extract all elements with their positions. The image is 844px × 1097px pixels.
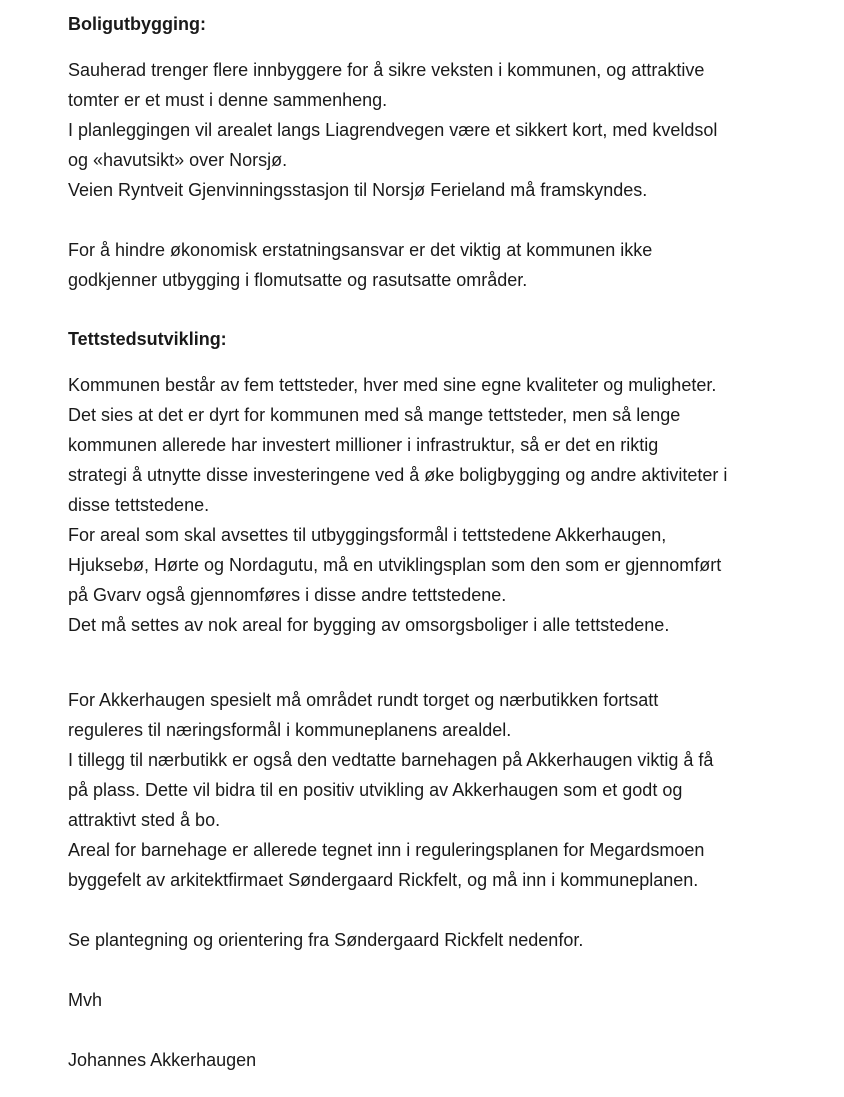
section-heading-tettstedsutvikling: Tettstedsutvikling:: [68, 329, 227, 349]
section-heading-boligutbygging: Boligutbygging:: [68, 14, 206, 34]
paragraph-see-drawing: Se plantegning og orientering fra Søndergaard Rickfelt nedenfor.: [68, 930, 584, 950]
text-line: Veien Ryntveit Gjenvinningsstasjon til Norsjø Ferieland må framskyndes.: [68, 180, 648, 200]
text-line: disse tettstedene.: [68, 495, 210, 515]
text-line: attraktivt sted å bo.: [68, 810, 221, 830]
text-line: Kommunen består av fem tettsteder, hver med sine egne kvaliteter og muligheter.: [68, 375, 717, 395]
text-line: på Gvarv også gjennomføres i disse andre tettstedene.: [68, 585, 507, 605]
text-line: Det må settes av nok areal for bygging av omsorgsboliger i alle tettstedene.: [68, 615, 670, 635]
text-line: Hjuksebø, Hørte og Nordagutu, må en utviklingsplan som den som er gjennomført: [68, 555, 722, 575]
text-line: og «havutsikt» over Norsjø.: [68, 150, 288, 170]
text-line: Areal for barnehage er allerede tegnet inn i reguleringsplanen for Megardsmoen: [68, 840, 705, 860]
text-line: I planleggingen vil arealet langs Liagrendvegen være et sikkert kort, med kveldsol: [68, 120, 718, 140]
text-line: kommunen allerede har investert millioner i infrastruktur, så er det en riktig: [68, 435, 659, 455]
text-line: på plass. Dette vil bidra til en positiv utvikling av Akkerhaugen som et godt og: [68, 780, 683, 800]
signature: Johannes Akkerhaugen: [68, 1050, 257, 1070]
text-line: For å hindre økonomisk erstatningsansvar er det viktig at kommunen ikke: [68, 240, 653, 260]
text-line: reguleres til næringsformål i kommuneplanens arealdel.: [68, 720, 512, 740]
text-line: strategi å utnytte disse investeringene ved å øke boligbygging og andre aktiviteter i: [68, 465, 728, 485]
text-line: I tillegg til nærbutikk er også den vedtatte barnehagen på Akkerhaugen viktig å få: [68, 750, 714, 770]
text-line: tomter er et must i denne sammenheng.: [68, 90, 388, 110]
text-line: Det sies at det er dyrt for kommunen med så mange tettsteder, men så lenge: [68, 405, 681, 425]
text-line: godkjenner utbygging i flomutsatte og rasutsatte områder.: [68, 270, 528, 290]
text-line: byggefelt av arkitektfirmaet Søndergaard Rickfelt, og må inn i kommuneplanen.: [68, 870, 699, 890]
text-line: Sauherad trenger flere innbyggere for å sikre veksten i kommunen, og attraktive: [68, 60, 705, 80]
text-line: For Akkerhaugen spesielt må området rundt torget og nærbutikken fortsatt: [68, 690, 659, 710]
closing-greeting: Mvh: [68, 990, 103, 1010]
text-line: For areal som skal avsettes til utbyggingsformål i tettstedene Akkerhaugen,: [68, 525, 667, 545]
